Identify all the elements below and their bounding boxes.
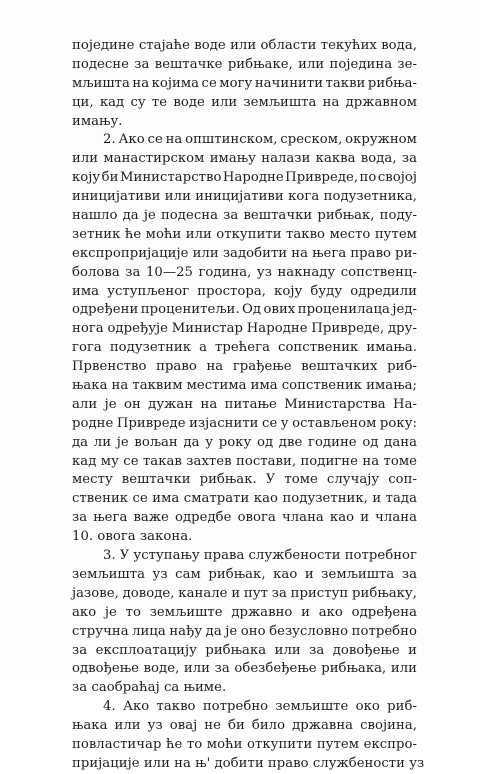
text-line: поједине стајаће воде или области текућих вода, bbox=[72, 38, 417, 53]
text-line: нога одређује Министар Народне Привреде, дру- bbox=[72, 321, 417, 337]
text-line: јазове, доводе, канале и пут за приступ рибњаку, bbox=[72, 585, 417, 601]
text-line: њака или уз овај не би било државна својина, bbox=[72, 718, 417, 734]
text-line: ци, кад су те воде или земљишта на државном bbox=[72, 94, 417, 110]
text-line: 3. У уступању права службености потребног bbox=[103, 548, 417, 564]
text-line: стручна лица нађу да је оно безусловно потребно bbox=[72, 623, 417, 639]
text-line: или манастирском имању налази каква вода, за bbox=[72, 151, 417, 167]
text-line: гога подузетник а трећега сопственик имања. bbox=[72, 340, 417, 356]
text-line: земљишта уз сам рибњак, као и земљишта за bbox=[72, 566, 417, 582]
text-line: иницијативи или иницијативи кога подузетника, bbox=[72, 189, 417, 205]
text-line: Првенство право на грађење вештачких риб- bbox=[72, 359, 417, 375]
text-line: има уступљеног простора, коју буду одредили bbox=[72, 283, 417, 299]
text-line: пријације или на њ' добити право службености уз bbox=[72, 755, 425, 771]
text-line: 10. овога закона. bbox=[72, 529, 193, 545]
text-line: месту вештачки рибњак. У томе случају соп- bbox=[72, 472, 417, 488]
text-line: подесне за вештачке рибњаке, или поједина зе- bbox=[72, 56, 417, 72]
text-line: да ли је вољан да у року од две године од дана bbox=[72, 434, 417, 450]
text-line: родне Привреде изјаснити се у остављеном року: bbox=[72, 415, 417, 431]
text-line: повластичар ће то моћи откупити путем експро- bbox=[72, 736, 417, 752]
text-line: експропријације или задобити на њега право ри- bbox=[72, 245, 417, 261]
text-line: одвођење воде, или за обезбеђење рибњака, или bbox=[72, 661, 417, 677]
text-line: зетник ће моћи или откупити такво место путем bbox=[72, 226, 417, 242]
text-line: нашло да је подесна за вештачки рибњак, поду- bbox=[72, 208, 417, 224]
text-line: 2. Ако се на општинском, среском, окружном bbox=[103, 132, 417, 148]
text-line: за њега важе одредбе овога члана као и члана bbox=[72, 510, 417, 526]
text-line: ако је то земљиште државно и ако одређена bbox=[72, 604, 417, 620]
text-line: ственик се има сматрати као подузетник, и тада bbox=[72, 491, 417, 507]
text-line: њака на таквим местима има сопственик имања; bbox=[72, 378, 418, 394]
text-line: одређени проценитељи. Од ових проценилаца јед- bbox=[72, 302, 417, 318]
text-line: коју би Министарство Народне Привреде, по својој bbox=[72, 170, 417, 186]
text-line: имању. bbox=[72, 113, 123, 129]
text-line: за експлоатацију рибњака или за довођење и bbox=[72, 642, 417, 658]
text-line: кад му се такав захтев постави, подигне на томе bbox=[72, 453, 417, 469]
text-line: болова за 10—25 година, уз накнаду сопственц- bbox=[72, 264, 417, 280]
text-line: али је он дужан на питање Министарства На- bbox=[72, 396, 417, 412]
text-line: мљишта на којима се могу начинити такви рибња- bbox=[72, 75, 417, 91]
text-line: 4. Ако такво потребно земљиште око риб- bbox=[103, 699, 417, 715]
page-text bbox=[72, 37, 425, 774]
text-line: за саобраћај са њиме. bbox=[72, 680, 227, 696]
